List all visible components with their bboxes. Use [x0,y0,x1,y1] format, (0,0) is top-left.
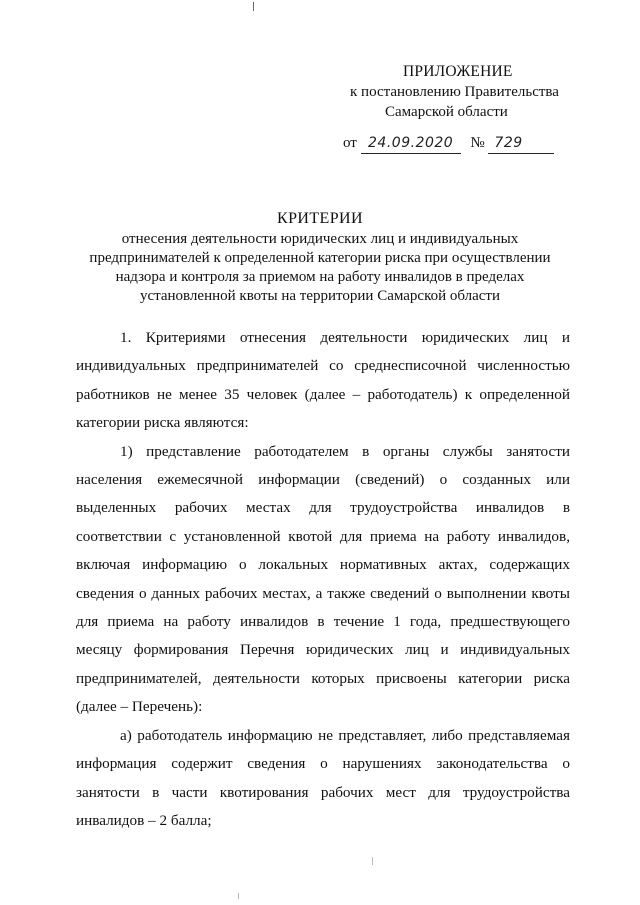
paragraph-3: а) работодатель информацию не представляет, либо представляемая информация содержит сведения о нарушениях законодательства о занятости в части квотирования рабочих мест для трудоустройства инвалидов – 2 балла; [76,726,570,829]
paragraph-2: 1) представление работодателем в органы службы занятости населения ежемесячной информации (сведений) о созданных или выделенных рабочих местах для трудоустройства инвалидов в соответствии с установленной квотой для приема на работу инвалидов, включая информацию о локальных нормативных актах, содержащих сведения о данных рабочих местах, а также сведений о выполнении квоты для приема на работу инвалидов в течение 1 года, предшествующего месяцу формирования Перечня юридических лиц и индивидуальных предпринимателей, деятельности которых присвоены категории риска (далее – Перечень): [76,442,570,716]
appendix-title: ПРИЛОЖЕНИЕ [403,63,513,80]
criteria-title: КРИТЕРИИ [277,210,363,227]
criteria-subtitle: отнесения деятельности юридических лиц и индивидуальных предпринимателей к определенной категории риска при осуществлении надзора и контроля за приемом на работу инвалидов в пределах установленной квоты на территории Самарской области [89,231,551,304]
scan-mark [253,2,254,11]
appendix-line-region: Самарской области [385,104,508,120]
date-prefix: от [343,135,357,151]
document-body [76,324,570,835]
scan-mark [238,893,239,899]
scan-mark [372,857,373,865]
appendix-header [330,62,590,122]
paragraph-1: 1. Критериями отнесения деятельности юридических лиц и индивидуальных предпринимателей со среднесписочной численностью работников не менее 35 человек (далее – работодатель) к определенной категории риска являются: [76,329,570,432]
number-sign: № [470,135,485,151]
decree-dateline [343,133,554,154]
decree-number: 729 [488,133,554,154]
decree-date: 24.09.2020 [361,133,461,154]
appendix-line-decree: к постановлению Правительства [350,84,559,100]
